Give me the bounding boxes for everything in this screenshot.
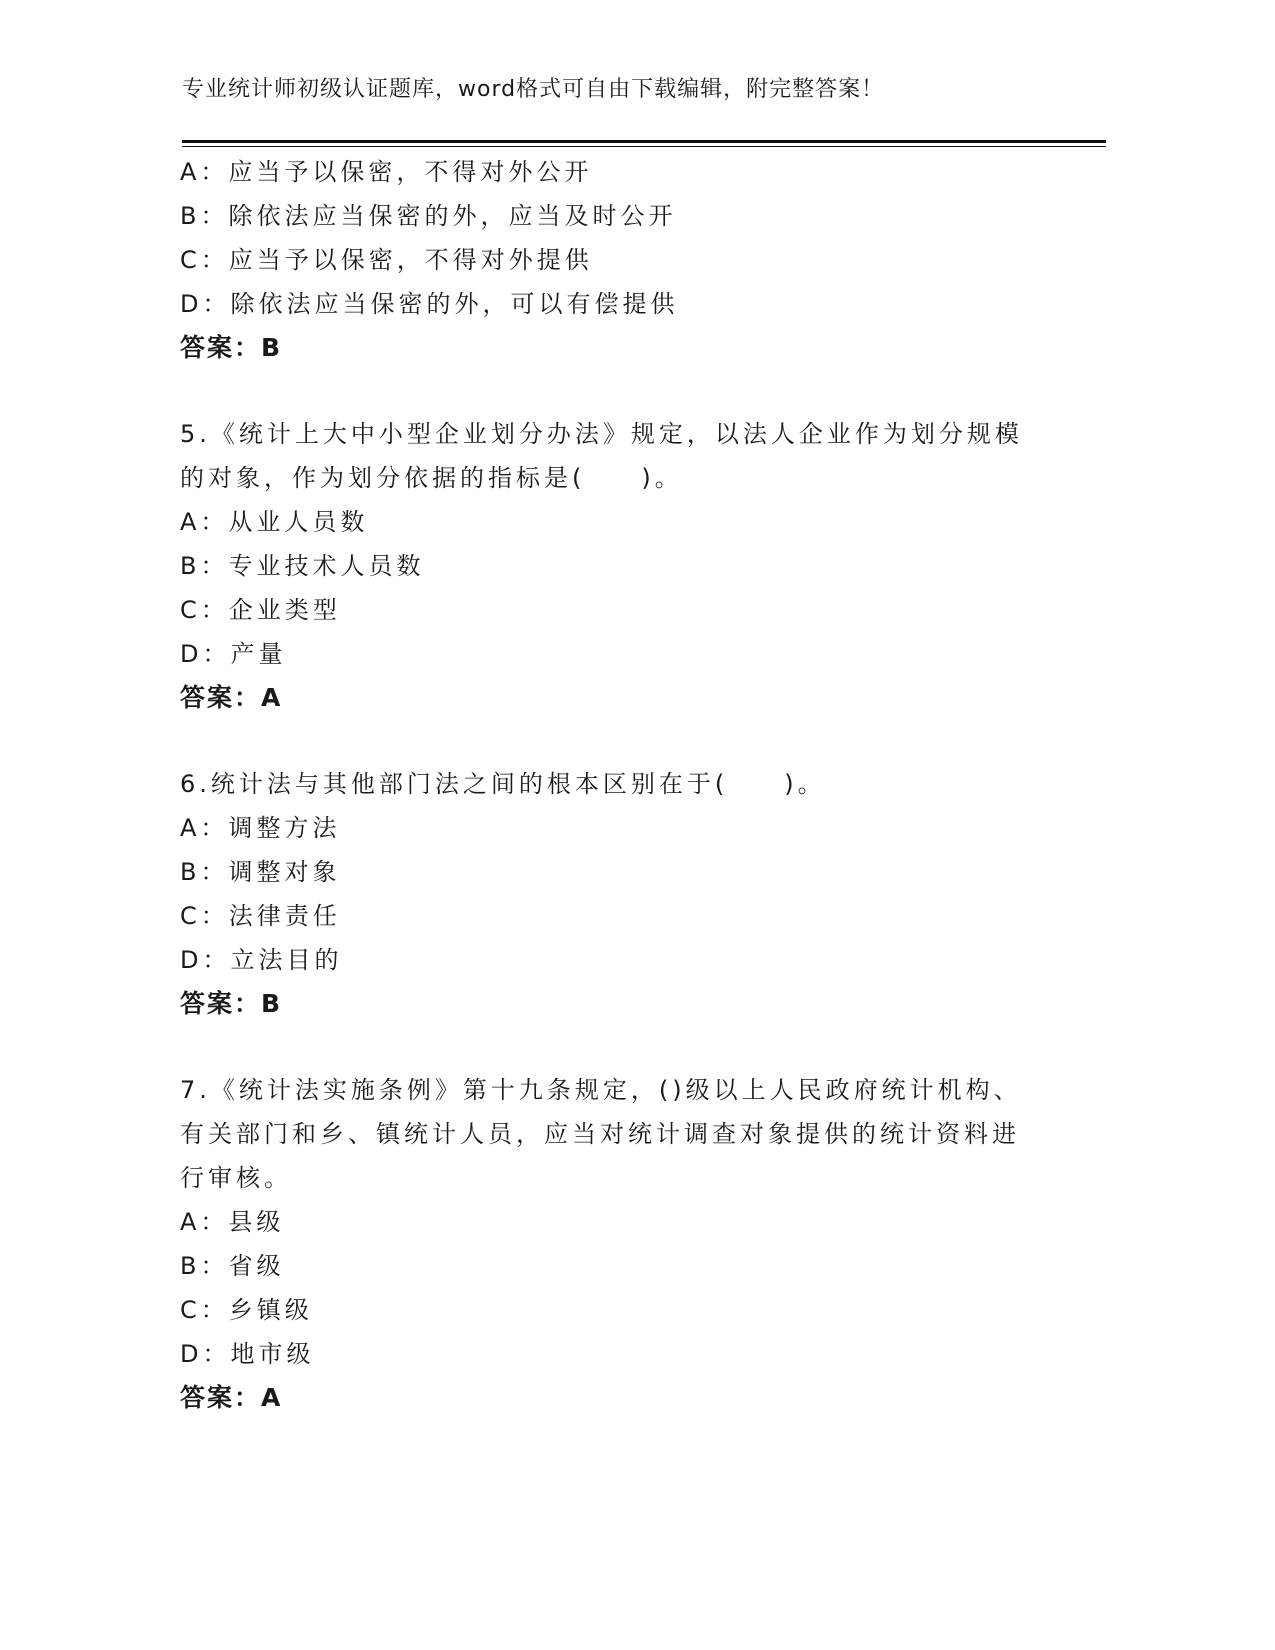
question-5 <box>180 412 1040 720</box>
answer: 答案：B <box>180 989 283 1018</box>
spacer <box>180 370 1040 412</box>
question-stem: 6.统计法与其他部门法之间的根本区别在于( )。 <box>180 770 826 798</box>
question-7 <box>180 1068 1040 1420</box>
answer: 答案：B <box>180 333 283 362</box>
spacer <box>180 1026 1040 1068</box>
question-6 <box>180 762 1040 1026</box>
option-c: C：应当予以保密，不得对外提供 <box>180 246 593 274</box>
option-b: B：专业技术人员数 <box>180 552 425 580</box>
answer: 答案：A <box>180 1383 283 1412</box>
option-c: C：乡镇级 <box>180 1296 313 1324</box>
question-4 <box>180 150 1040 370</box>
answer: 答案：A <box>180 683 283 712</box>
question-stem: 的对象，作为划分依据的指标是( )。 <box>180 464 683 492</box>
option-c: C：法律责任 <box>180 902 341 930</box>
page-header: 专业统计师初级认证题库，word格式可自由下载编辑，附完整答案！ <box>182 77 885 102</box>
question-stem: 7.《统计法实施条例》第十九条规定，()级以上人民政府统计机构、 <box>180 1076 1022 1104</box>
option-d: D：立法目的 <box>180 946 343 974</box>
option-a: A：县级 <box>180 1208 285 1236</box>
question-stem: 有关部门和乡、镇统计人员，应当对统计调查对象提供的统计资料进 <box>180 1120 1020 1148</box>
option-d: D：地市级 <box>180 1340 315 1368</box>
option-a: A：从业人员数 <box>180 508 369 536</box>
option-a: A：应当予以保密，不得对外公开 <box>180 158 593 186</box>
option-d: D：产量 <box>180 640 287 668</box>
option-a: A：调整方法 <box>180 814 341 842</box>
option-b: B：调整对象 <box>180 858 341 886</box>
spacer <box>180 720 1040 762</box>
question-stem: 行审核。 <box>180 1164 292 1192</box>
option-d: D：除依法应当保密的外，可以有偿提供 <box>180 290 679 318</box>
option-b: B：省级 <box>180 1252 285 1280</box>
option-c: C：企业类型 <box>180 596 341 624</box>
question-list <box>180 150 1040 1420</box>
header-rule-thick <box>182 140 1106 143</box>
option-b: B：除依法应当保密的外，应当及时公开 <box>180 202 677 230</box>
question-stem: 5.《统计上大中小型企业划分办法》规定，以法人企业作为划分规模 <box>180 420 1023 448</box>
header-rule-thin <box>182 146 1106 147</box>
